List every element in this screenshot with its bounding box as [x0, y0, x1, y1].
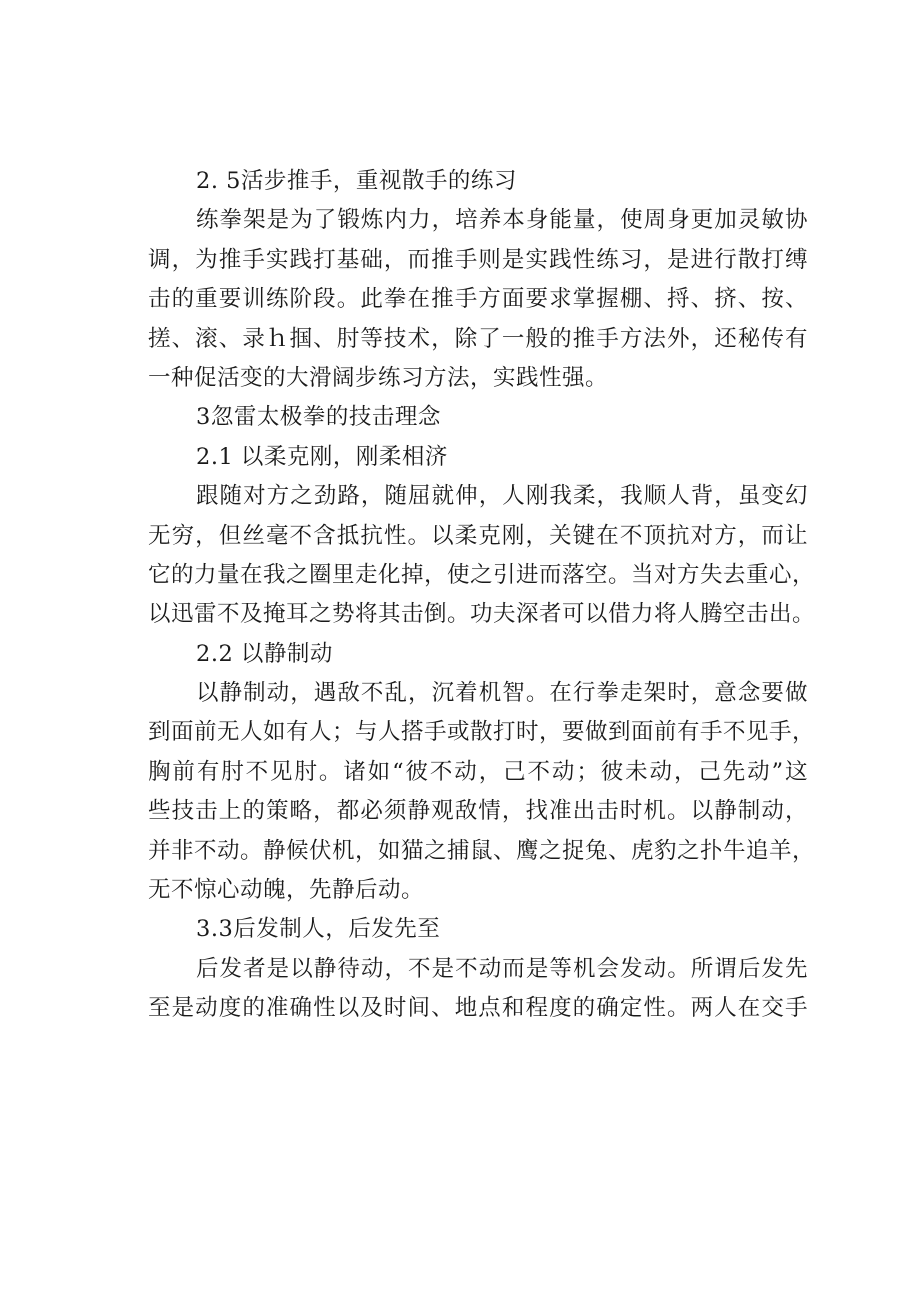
section-heading-2-5: 2. 5活步推手，重视散手的练习 — [196, 168, 517, 194]
section-heading-2-1: 2.1 以柔克刚，刚柔相济 — [196, 443, 448, 470]
section-heading-2-2: 2.2 以静制动 — [196, 640, 333, 667]
paragraph-line: 后发者是以静待动，不是不动而是等机会发动。所谓后发先 — [196, 955, 808, 982]
paragraph-line: 它的力量在我之圈里走化掉，使之引进而落空。当对方失去重心， — [148, 561, 816, 588]
paragraph-line: 无穷，但丝毫不含抵抗性。以柔克刚，关键在不顶抗对方，而让 — [148, 522, 808, 549]
paragraph-line: 一种促活变的大滑阔步练习方法，实践性强。 — [148, 364, 609, 391]
paragraph-line: 练拳架是为了锻炼内力，培养本身能量，使周身更加灵敏协 — [196, 207, 808, 234]
paragraph-line: 以静制动，遇敌不乱，沉着机智。在行拳走架时，意念要做 — [196, 680, 808, 707]
paragraph-line: 搓、滚、录ｈ掴、肘等技术，除了一般的推手方法外，还秘传有 — [148, 325, 808, 352]
section-heading-3: 3忽雷太极拳的技击理念 — [196, 404, 441, 431]
section-heading-3-3: 3.3后发制人，后发先至 — [196, 916, 441, 943]
paragraph-line: 些技击上的策略，都必须静观敌情，找准出击时机。以静制动， — [148, 798, 808, 825]
paragraph-line: 无不惊心动魄，先静后动。 — [148, 877, 425, 904]
paragraph-line: 并非不动。静候伏机，如猫之捕鼠、鹰之捉兔、虎豹之扑牛追羊， — [148, 837, 816, 864]
paragraph-line: 以迅雷不及掩耳之势将其击倒。功夫深者可以借力将人腾空击出。 — [148, 601, 816, 628]
paragraph-line: 跟随对方之劲路，随屈就伸，人刚我柔，我顺人背，虽变幻 — [196, 483, 808, 510]
paragraph-line: 击的重要训练阶段。此拳在推手方面要求掌握棚、捋、挤、按、 — [148, 286, 808, 313]
paragraph-line: 调，为推手实践打基础，而推手则是实践性练习，是进行散打缚 — [148, 246, 808, 273]
document-page — [148, 162, 816, 1029]
paragraph-line: 到面前无人如有人；与人搭手或散打时，要做到面前有手不见手， — [148, 719, 816, 746]
paragraph-line: 至是动度的准确性以及时间、地点和程度的确定性。两人在交手 — [148, 995, 808, 1022]
paragraph-line: 胸前有肘不见肘。诸如“彼不动，己不动；彼未动，己先动”这 — [148, 758, 808, 785]
